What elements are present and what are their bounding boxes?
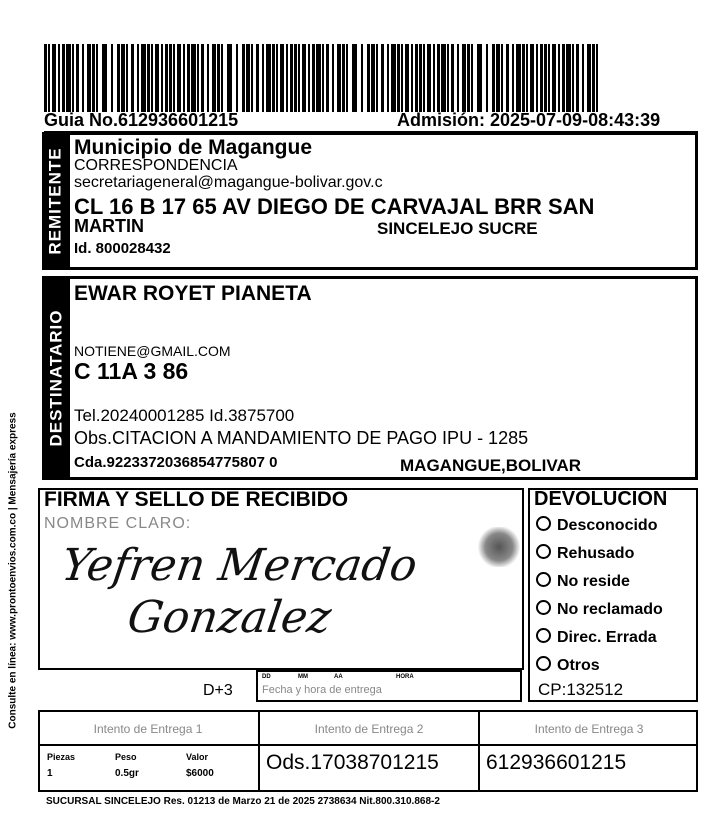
admission-datetime: Admisión: 2025-07-09-08:43:39 xyxy=(397,110,661,130)
barcode-bar xyxy=(217,44,220,112)
barcode-bar xyxy=(405,44,409,112)
barcode-bar xyxy=(62,44,65,112)
destinatario-city: MAGANGUE,BOLIVAR xyxy=(400,456,582,475)
barcode-bar xyxy=(387,44,389,112)
fecha-label: Fecha y hora de entrega xyxy=(262,684,382,696)
barcode-bar xyxy=(76,44,79,112)
barcode-bar xyxy=(294,44,297,112)
barcode-bar xyxy=(52,44,56,112)
barcode-bar xyxy=(201,44,204,112)
barcode-bar xyxy=(44,44,47,112)
barcode-bar xyxy=(48,44,50,112)
radio-circle-icon xyxy=(536,600,551,615)
barcode-bar xyxy=(352,44,357,112)
barcode-bar xyxy=(117,44,120,112)
destinatario-tel: Tel.20240001285 Id.3875700 xyxy=(74,406,295,425)
barcode-bar xyxy=(121,44,125,112)
label-aa: AA xyxy=(334,674,343,680)
barcode-bar xyxy=(486,44,488,112)
barcode-bar xyxy=(312,44,315,112)
barcode-bar xyxy=(457,44,459,112)
barcode-bar xyxy=(126,44,128,112)
radio-circle-icon xyxy=(536,516,551,531)
option-rehusado[interactable]: Rehusado xyxy=(536,544,634,563)
barcode-bar xyxy=(381,44,384,112)
barcode-bar xyxy=(161,44,163,112)
remitente-address-2: MARTIN xyxy=(74,216,144,236)
barcode-bar xyxy=(276,44,278,112)
barcode-bar xyxy=(530,44,534,112)
remitente-id: Id. 800028432 xyxy=(74,240,171,257)
option-direc-errada[interactable]: Direc. Errada xyxy=(536,628,657,647)
barcode-bar xyxy=(376,44,378,112)
barcode-bar xyxy=(82,44,84,112)
barcode-bar xyxy=(187,44,190,112)
barcode-bar xyxy=(433,44,435,112)
barcode-bar xyxy=(462,44,466,112)
option-no-reclamado[interactable]: No reclamado xyxy=(536,600,663,619)
barcode-bar xyxy=(251,44,253,112)
destinatario-code: Cda.9223372036854775807 0 xyxy=(74,454,278,471)
barcode-bar xyxy=(471,44,473,112)
barcode-bar xyxy=(477,44,482,112)
barcode-bar xyxy=(302,44,306,112)
barcode-bar xyxy=(423,44,425,112)
barcode-bar xyxy=(437,44,440,112)
barcode-bar xyxy=(544,44,547,112)
signature-line-2: Gonzalez xyxy=(124,592,335,643)
barcode-bar xyxy=(191,44,196,112)
barcode-bar xyxy=(242,44,245,112)
footer-branch-info: SUCURSAL SINCELEJO Res. 01213 de Marzo 21 de 2025 2738634 Nit.800.310.868-2 xyxy=(46,796,440,807)
barcode-bar xyxy=(492,44,495,112)
barcode-bar xyxy=(272,44,275,112)
barcode-bar xyxy=(96,44,98,112)
barcode-bar xyxy=(346,44,348,112)
destinatario-address: C 11A 3 86 xyxy=(74,358,189,384)
barcode-bar xyxy=(512,44,514,112)
barcode-bar xyxy=(540,44,543,112)
barcode-bar xyxy=(566,44,571,112)
barcode-bar xyxy=(467,44,470,112)
barcode-bar xyxy=(102,44,107,112)
remitente-city: SINCELEJO SUCRE xyxy=(377,219,538,238)
barcode-bar xyxy=(582,44,584,112)
barcode-bar xyxy=(576,44,579,112)
remitente-email: secretariageneral@magangue-bolivar.gov.c xyxy=(74,174,383,191)
barcode-bar xyxy=(72,44,74,112)
value-valor: $6000 xyxy=(186,768,214,779)
header-peso: Peso xyxy=(115,752,137,762)
barcode-bar xyxy=(207,44,209,112)
destinatario-obs: Obs.CITACION A MANDAMIENTO DE PAGO IPU - 1285 xyxy=(74,428,529,448)
barcode-bar xyxy=(212,44,216,112)
remitente-address: CL 16 B 17 65 AV DIEGO DE CARVAJAL BRR SAN xyxy=(74,194,595,219)
label-mm: MM xyxy=(298,674,308,680)
barcode-bar xyxy=(236,44,238,112)
barcode-bar xyxy=(337,44,341,112)
barcode-bar xyxy=(197,44,199,112)
barcode-bar xyxy=(131,44,134,112)
barcode-bar xyxy=(147,44,150,112)
barcode-bar xyxy=(522,44,525,112)
devolucion-title: DEVOLUCION xyxy=(534,488,668,510)
barcode-bar xyxy=(427,44,431,112)
barcode-bar xyxy=(92,44,95,112)
barcode-bar xyxy=(501,44,503,112)
guia-number: Guia No.612936601215 xyxy=(44,110,239,130)
barcode-bar xyxy=(165,44,168,112)
barcode-bar xyxy=(298,44,300,112)
cp-code: CP:132512 xyxy=(538,680,624,699)
radio-circle-icon xyxy=(536,572,551,587)
barcode-bar xyxy=(419,44,422,112)
barcode-bar xyxy=(552,44,556,112)
barcode-bar xyxy=(256,44,259,112)
barcode-bar xyxy=(451,44,454,112)
option-otros[interactable]: Otros xyxy=(536,656,600,675)
side-website-text: Consulte en línea: www.prontoenvios.com.co | Mensajería express xyxy=(7,411,19,729)
barcode-bar xyxy=(596,44,598,112)
delivery-days: D+3 xyxy=(203,682,233,699)
barcode-bar xyxy=(286,44,288,112)
barcode-bar xyxy=(326,44,329,112)
barcode-bar xyxy=(155,44,159,112)
barcode-bar xyxy=(266,44,271,112)
barcode-bar xyxy=(221,44,223,112)
radio-circle-icon xyxy=(536,544,551,559)
barcode-bar xyxy=(173,44,175,112)
value-piezas: 1 xyxy=(47,768,53,779)
remitente-dept: CORRESPONDENCIA xyxy=(74,157,238,174)
header-piezas: Piezas xyxy=(47,752,76,762)
barcode-bar xyxy=(496,44,500,112)
barcode-bar xyxy=(151,44,153,112)
barcode-bar xyxy=(246,44,250,112)
remitente-name: Municipio de Magangue xyxy=(74,136,313,159)
radio-circle-icon xyxy=(536,656,551,671)
barcode-bar xyxy=(587,44,591,112)
barcode-bar xyxy=(177,44,181,112)
barcode-bar xyxy=(562,44,565,112)
option-no-reside[interactable]: No reside xyxy=(536,572,630,591)
label-hora: HORA xyxy=(396,674,414,680)
guia-number-repeat: 612936601215 xyxy=(486,751,627,774)
barcode-bar xyxy=(371,44,375,112)
barcode-bar xyxy=(516,44,521,112)
barcode-bar xyxy=(526,44,528,112)
barcode-bar xyxy=(572,44,574,112)
barcode xyxy=(44,44,604,112)
firma-title: FIRMA Y SELLO DE RECIBIDO xyxy=(44,488,349,511)
barcode-bar xyxy=(441,44,446,112)
barcode-bar xyxy=(558,44,560,112)
barcode-bar xyxy=(322,44,324,112)
label-dd: DD xyxy=(262,674,271,680)
option-desconocido[interactable]: Desconocido xyxy=(536,516,657,535)
barcode-bar xyxy=(227,44,232,112)
barcode-bar xyxy=(447,44,449,112)
barcode-bar xyxy=(391,44,396,112)
nombre-claro-label: NOMBRE CLARO: xyxy=(44,515,192,532)
barcode-bar xyxy=(280,44,284,112)
header-valor: Valor xyxy=(186,752,209,762)
barcode-bar xyxy=(361,44,363,112)
barcode-bar xyxy=(169,44,172,112)
barcode-bar xyxy=(548,44,550,112)
signature-line-1: Yefren Mercado xyxy=(58,540,421,591)
barcode-bar xyxy=(183,44,185,112)
ods-number: Ods.17038701215 xyxy=(266,751,439,774)
barcode-bar xyxy=(66,44,71,112)
barcode-bar xyxy=(262,44,264,112)
destinatario-label: DESTINATARIO xyxy=(42,276,70,480)
barcode-bar xyxy=(316,44,321,112)
barcode-bar xyxy=(308,44,310,112)
barcode-bar xyxy=(367,44,370,112)
radio-circle-icon xyxy=(536,628,551,643)
barcode-bar xyxy=(411,44,413,112)
barcode-bar xyxy=(58,44,60,112)
intento-1: Intento de Entrega 1 xyxy=(93,722,203,736)
destinatario-email: NOTIENE@GMAIL.COM xyxy=(74,343,231,359)
intento-3: Intento de Entrega 3 xyxy=(534,722,644,736)
stamp-mark xyxy=(476,527,522,567)
barcode-bar xyxy=(397,44,400,112)
destinatario-name: EWAR ROYET PIANETA xyxy=(74,282,312,305)
barcode-bar xyxy=(342,44,345,112)
barcode-bar xyxy=(401,44,403,112)
value-peso: 0.5gr xyxy=(115,768,139,779)
remitente-label: REMITENTE xyxy=(42,132,70,270)
barcode-bar xyxy=(536,44,538,112)
barcode-bar xyxy=(415,44,418,112)
barcode-bar xyxy=(592,44,595,112)
intento-2: Intento de Entrega 2 xyxy=(314,722,424,736)
barcode-bar xyxy=(87,44,91,112)
barcode-bar xyxy=(332,44,334,112)
barcode-bar xyxy=(506,44,509,112)
barcode-bar xyxy=(137,44,139,112)
barcode-bar xyxy=(141,44,146,112)
barcode-bar xyxy=(111,44,113,112)
barcode-bar xyxy=(290,44,293,112)
